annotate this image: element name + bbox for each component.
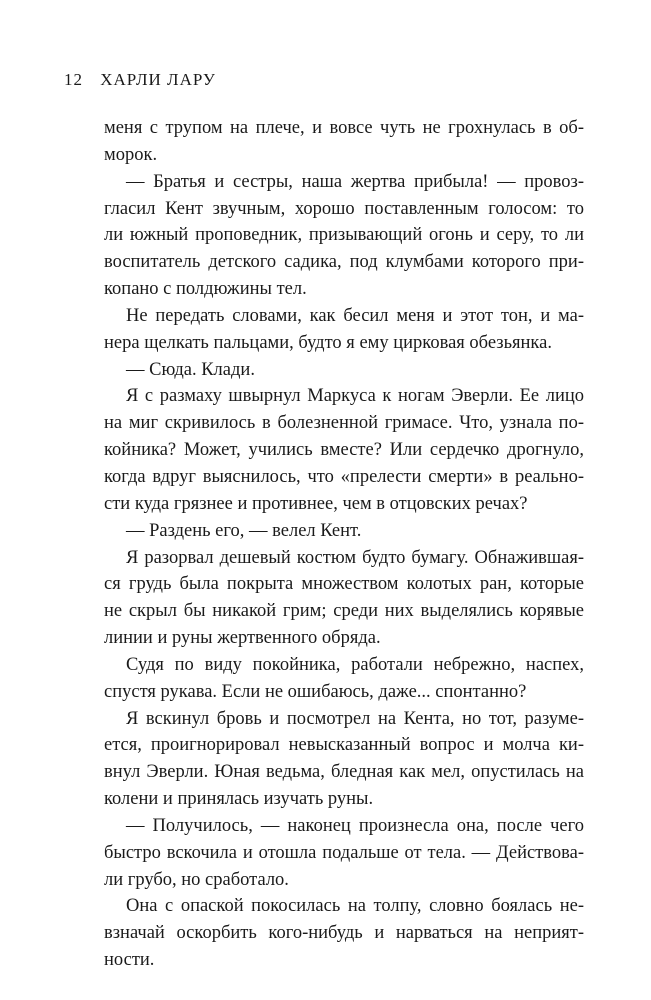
text-line: Я разорвал дешевый костюм будто бумагу. Обнажившая- (126, 547, 584, 568)
text-line: — Получилось, — наконец произнесла она, после чего (126, 815, 584, 836)
text-line: когда вдруг выяснилось, что «прелести смерти» в реально- (104, 466, 584, 487)
text-line: ности. (104, 950, 155, 971)
text-line: гласил Кент звучным, хорошо поставленным голосом: то (104, 198, 584, 219)
text-line: меня с трупом на плече, и вовсе чуть не грохнулась в об- (104, 118, 584, 138)
text-line: колени и принялась изучать руны. (104, 789, 374, 810)
text-line: ется, проигнорировал невысказанный вопрос и молча ки- (104, 735, 584, 756)
running-title: ХАРЛИ ЛАРУ (100, 70, 216, 89)
page-number: 12 (64, 70, 83, 89)
text-line: сти куда грязнее и противнее, чем в отцовских речах? (104, 493, 528, 514)
text-line: Я с размаху швырнул Маркуса к ногам Эверли. Ее лицо (126, 386, 584, 407)
body-text (104, 115, 584, 974)
text-line: не скрыл бы никакой грим; среди них выделялись корявые (104, 601, 584, 622)
text-line: нера щелкать пальцами, будто я ему цирковая обезьянка. (104, 332, 552, 353)
text-line: взначай оскорбить кого-нибудь и нарваться на неприят- (104, 923, 584, 944)
text-line: воспитатель детского садика, под клумбами которого при- (104, 252, 584, 273)
text-line: — Сюда. Клади. (126, 359, 255, 380)
text-line: ся грудь была покрыта множеством колотых ран, которые (104, 574, 584, 595)
text-line: ли южный проповедник, призывающий огонь и серу, то ли (104, 225, 584, 246)
text-line: — Раздень его, — велел Кент. (126, 520, 362, 541)
text-line: ли грубо, но сработало. (104, 869, 289, 890)
text-line: быстро вскочила и отошла подальше от тела. — Действова- (104, 842, 584, 863)
text-line: внул Эверли. Юная ведьма, бледная как мел, опустилась на (104, 762, 584, 783)
text-line: спустя рукава. Если не ошибаюсь, даже... спонтанно? (104, 681, 527, 702)
text-line: линии и руны жертвенного обряда. (104, 628, 381, 649)
text-line: — Братья и сестры, наша жертва прибыла! — провоз- (126, 171, 584, 192)
text-line: Судя по виду покойника, работали небрежно, наспех, (126, 654, 584, 675)
text-line: копано с полдюжины тел. (104, 279, 307, 300)
text-line: Она с опаской покосилась на толпу, словно боялась не- (126, 896, 584, 917)
text-line: на миг скривилось в болезненной гримасе. Что, узнала по- (104, 413, 584, 434)
text-line: Я вскинул бровь и посмотрел на Кента, но тот, разуме- (126, 708, 584, 729)
text-line: морок. (104, 144, 158, 165)
text-line: Не передать словами, как бесил меня и этот тон, и ма- (126, 305, 584, 326)
running-header (64, 70, 216, 90)
text-line: койника? Может, учились вместе? Или сердечко дрогнуло, (104, 440, 584, 461)
